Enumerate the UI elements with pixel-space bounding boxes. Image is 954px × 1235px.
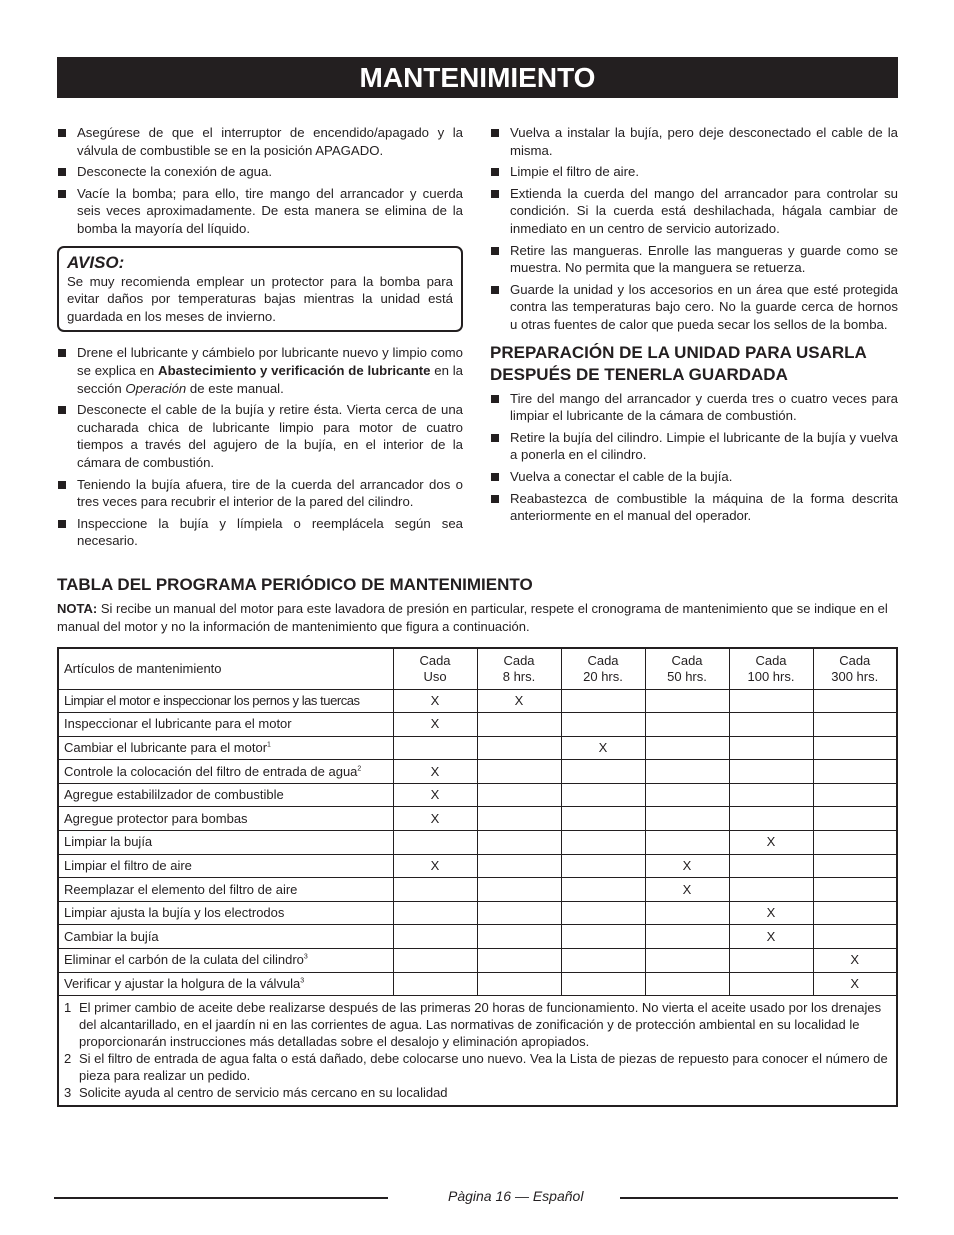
text: de este manual. [186,380,284,396]
schedule-cell [477,972,561,996]
schedule-cell [561,949,645,973]
table-row [58,949,897,973]
left-column [57,124,463,554]
list-item: Desconecte la conexión de agua. [57,163,463,181]
schedule-cell [729,713,813,737]
note-label: NOTA: [57,601,98,616]
schedule-cell [477,831,561,855]
schedule-cell: X [393,760,477,784]
table-row [58,760,897,784]
table-row [58,783,897,807]
right-column [490,124,898,529]
table-heading: TABLA DEL PROGRAMA PERIÓDICO DE MANTENIMIENTO [57,575,533,594]
item-label: Limpiar la bujía [58,831,393,855]
table-header-row [58,648,897,689]
schedule-cell [561,901,645,925]
footnote: 1 El primer cambio de aceite debe realizarse después de las primeras 20 horas de funcionamiento. No vierta el aceite usado por los drenajes del alcantarillado, en el jaardín ni en las corrientes de agua. Las normativas de zonificación y de protección ambiental en su localidad le proporcionarán instrucciones más detalladas sobre el desalojo y eliminación apropiados. [64,1000,882,1050]
schedule-cell [729,807,813,831]
item-label: Eliminar el carbón de la culata del cilindro$^3$ [58,949,393,973]
list-item: Inspeccione la bujía y límpiela o reemplácela según sea necesario. [57,515,463,550]
table-row [58,925,897,949]
schedule-cell [645,972,729,996]
schedule-cell [645,713,729,737]
table-row [58,807,897,831]
schedule-cell [561,878,645,902]
notice-box [57,246,463,333]
schedule-cell [393,901,477,925]
notice-text: Se muy recomienda emplear un protector para la bomba para evitar daños por temperaturas bajas mientras la unidad está guardada en los meses de invierno. [67,273,453,324]
schedule-cell [729,949,813,973]
schedule-cell [813,831,897,855]
schedule-cell [729,783,813,807]
schedule-cell [645,760,729,784]
list-item: Retire las mangueras. Enrolle las mangueras y guarde como se muestra. No permita que la manguera se retuerza. [490,242,898,277]
schedule-cell [393,831,477,855]
schedule-cell: X [729,831,813,855]
schedule-cell [645,807,729,831]
schedule-cell [393,878,477,902]
maintenance-table [57,647,898,1107]
schedule-cell [561,713,645,737]
schedule-cell [813,713,897,737]
schedule-cell: X [393,713,477,737]
list-item: Reabastezca de combustible la máquina de la forma descrita anteriormente en el manual del operador. [490,490,898,525]
schedule-cell [477,878,561,902]
schedule-cell [561,807,645,831]
schedule-cell [477,925,561,949]
page-title: MANTENIMIENTO [57,57,898,98]
schedule-cell [393,972,477,996]
schedule-cell [813,760,897,784]
notice-heading: AVISO: [67,252,125,272]
item-label: Reemplazar el elemento del filtro de aire [58,878,393,902]
table-row [58,878,897,902]
schedule-cell: X [813,972,897,996]
schedule-cell [645,689,729,713]
footnote: 2 Si el filtro de entrada de agua falta o está dañado, debe colocarse uno nuevo. Vea la Lista de piezas de repuesto para conocer el número de pieza para realizar un pedido. [64,1051,888,1084]
schedule-cell: X [393,689,477,713]
schedule-cell [729,689,813,713]
schedule-cell: X [561,736,645,760]
item-label: Cambiar la bujía [58,925,393,949]
schedule-cell [561,689,645,713]
storage-steps-list-a [57,124,463,238]
text: en la sección [77,362,464,396]
schedule-cell: X [393,783,477,807]
schedule-cell [645,901,729,925]
list-item: Asegúrese de que el interruptor de encendido/apagado y la válvula de combustible se en la posición APAGADO. [57,124,463,159]
item-label: Agregue estabililzador de combustible [58,783,393,807]
schedule-cell [645,736,729,760]
schedule-cell [729,736,813,760]
prep-heading: PREPARACIÓN DE LA UNIDAD PARA USARLA DESPUÉS DE TENERLA GUARDADA [490,342,867,384]
schedule-cell [729,878,813,902]
page-footer [54,1188,898,1206]
schedule-cell [561,925,645,949]
schedule-cell: X [729,925,813,949]
schedule-cell: X [645,854,729,878]
schedule-cell [477,760,561,784]
list-item: Vuelva a instalar la bujía, pero deje desconectado el cable de la misma. [490,124,898,159]
section-name: Operación [125,380,187,396]
note-text [57,600,898,635]
schedule-cell: X [393,854,477,878]
schedule-cell [729,972,813,996]
schedule-cell: X [813,949,897,973]
schedule-cell [561,972,645,996]
maintenance-schedule-section [57,574,898,1107]
table-row [58,972,897,996]
table-row [58,689,897,713]
list-item: Vuelva a conectar el cable de la bujía. [490,468,898,486]
header-interval: Cada 20 hrs. [561,648,645,689]
schedule-cell [645,783,729,807]
schedule-cell [645,925,729,949]
schedule-cell [561,760,645,784]
item-label: Limpiar el filtro de aire [58,854,393,878]
text: Drene el lubricante y cámbielo por lubricante nuevo y limpio como se explica en [77,345,463,378]
schedule-cell [477,854,561,878]
item-label: Verificar y ajustar la holgura de la válvula$^3$ [58,972,393,996]
schedule-cell [477,783,561,807]
schedule-cell [477,901,561,925]
header-interval: Cada 300 hrs. [813,648,897,689]
schedule-cell [393,949,477,973]
list-item: Extienda la cuerda del mango del arrancador para controlar su condición. Si la cuerda está deshilachada, hágala cambiar de inmediato en un centro de servicio autorizado. [490,185,898,238]
list-item: Guarde la unidad y los accesorios en un área que esté protegida contra las temperaturas bajo cero. No la guarde cerca de hornos u otras fuentes de calor que pueda secar los sellos de la bomba. [490,281,898,334]
schedule-cell [813,878,897,902]
schedule-cell: X [393,807,477,831]
list-item: Vacíe la bomba; para ello, tire mango del arrancador y cuerda seis veces aproximadamente. De esta manera se elimina de la bomba la mayoría del líquido. [57,185,463,238]
schedule-cell [813,783,897,807]
table-row [58,854,897,878]
list-item: Desconecte el cable de la bujía y retire ésta. Vierta cerca de una cucharada chica de lubricante limpio para motor de cuatro tiempos a través del agujero de la bujía, en el interior de la cámara de combustión. [57,401,463,471]
item-label: Cambiar el lubricante para el motor$^1$ [58,736,393,760]
footnotes-row [58,996,897,1107]
item-label: Limpiar ajusta la bujía y los electrodos [58,901,393,925]
section-reference: Abastecimiento y verificación de lubricante [158,362,431,378]
schedule-cell [393,736,477,760]
schedule-cell [729,854,813,878]
table-row [58,713,897,737]
schedule-cell [645,831,729,855]
header-interval: Cada Uso [393,648,477,689]
footnote: 3 Solicite ayuda al centro de servicio más cercano en su localidad [64,1085,448,1101]
item-label: Controle la colocación del filtro de entrada de agua$^2$ [58,760,393,784]
schedule-cell [813,807,897,831]
footer-rule-right [620,1197,898,1199]
prep-steps-list [490,390,898,525]
schedule-cell [477,713,561,737]
header-interval: Cada 100 hrs. [729,648,813,689]
header-interval: Cada 8 hrs. [477,648,561,689]
list-item: Limpie el filtro de aire. [490,163,898,181]
schedule-cell [561,854,645,878]
list-item: Retire la bujía del cilindro. Limpie el lubricante de la bujía y vuelva a ponerla en el cilindro. [490,429,898,464]
list-item [57,344,463,397]
schedule-cell [477,949,561,973]
list-item: Tire del mango del arrancador y cuerda tres o cuatro veces para limpiar el lubricante de la cámara de combustión. [490,390,898,425]
schedule-cell [729,760,813,784]
schedule-cell [813,925,897,949]
storage-steps-list-c [490,124,898,334]
item-label: Inspeccionar el lubricante para el motor [58,713,393,737]
schedule-cell [813,689,897,713]
schedule-cell [561,831,645,855]
footnotes [58,996,897,1107]
note-body: Si recibe un manual del motor para este lavadora de presión en particular, respete el cronograma de mantenimiento que se indique en el manual del motor y no la información de mantenimiento que figura a continuación. [57,601,888,634]
schedule-cell: X [477,689,561,713]
item-label: Agregue protector para bombas [58,807,393,831]
table-row [58,901,897,925]
schedule-cell [645,949,729,973]
table-row [58,831,897,855]
list-item: Teniendo la bujía afuera, tire de la cuerda del arrancador dos o tres veces para recubrir el interior de la pared del cilindro. [57,476,463,511]
schedule-cell [477,807,561,831]
item-label: Limpiar el motor e inspeccionar los pernos y las tuercas [58,689,393,713]
schedule-cell: X [729,901,813,925]
schedule-cell [477,736,561,760]
schedule-cell [813,901,897,925]
storage-steps-list-b [57,344,463,550]
page-number: Pàgina 16 — Español [448,1188,584,1204]
schedule-cell [813,736,897,760]
header-item: Artículos de mantenimiento [58,648,393,689]
schedule-cell [813,854,897,878]
schedule-cell [393,925,477,949]
table-row [58,736,897,760]
footer-rule-left [54,1197,388,1199]
schedule-cell: X [645,878,729,902]
header-interval: Cada 50 hrs. [645,648,729,689]
schedule-cell [561,783,645,807]
